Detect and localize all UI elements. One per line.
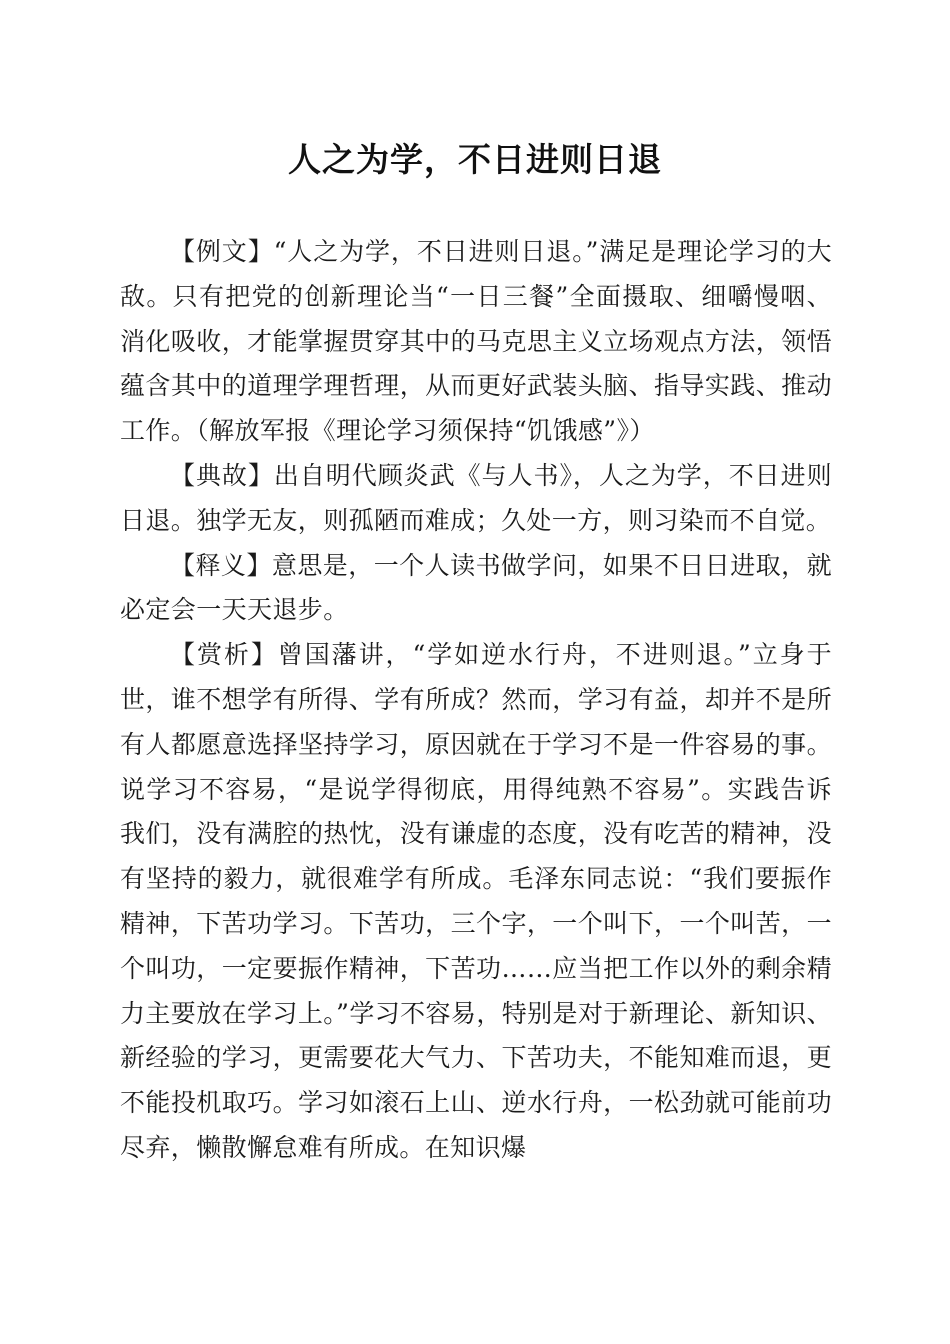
paragraph-example: 【例文】“人之为学，不日进则日退。”满足是理论学习的大敌。只有把党的创新理论当“一日三餐”全面摄取、细嚼慢咽、消化吸收，才能掌握贯穿其中的马克思主义立场观点方法，领悟蕴含其中的道理学理哲理，从而更好武装头脑、指导实践、推动工作。（解放军报《理论学习须保持“饥饿感”》） [120,237,832,446]
document-title: 人之为学，不日进则日退 [288,140,662,179]
paragraph-appreciation: 【赏析】曾国藩讲，“学如逆水行舟，不进则退。”立身于世，谁不想学有所得、学有所成？然而，学习有益，却并不是所有人都愿意选择坚持学习，原因就在于学习不是一件容易的事。说学习不容易，“是说学得彻底，用得纯熟不容易”。实践告诉我们，没有满腔的热忱，没有谦虚的态度，没有吃苦的精神，没有坚持的毅力，就很难学有所成。毛泽东同志说：“我们要振作精神，下苦功学习。下苦功，三个字，一个叫下，一个叫苦，一个叫功，一定要振作精神，下苦功……应当把工作以外的剩余精力主要放在学习上。”学习不容易，特别是对于新理论、新知识、新经验的学习，更需要花大气力、下苦功夫，不能知难而退，更不能投机取巧。学习如滚石上山、逆水行舟，一松劲就可能前功尽弃，懒散懈怠难有所成。在知识爆 [120,640,832,1162]
paragraph-allusion: 【典故】出自明代顾炎武《与人书》，人之为学，不日进则日退。独学无友，则孤陋而难成；久处一方，则习染而不自觉。 [120,460,832,535]
paragraph-explanation: 【释义】意思是，一个人读书做学问，如果不日日进取，就必定会一天天退步。 [120,550,832,625]
document-body [120,230,832,1171]
